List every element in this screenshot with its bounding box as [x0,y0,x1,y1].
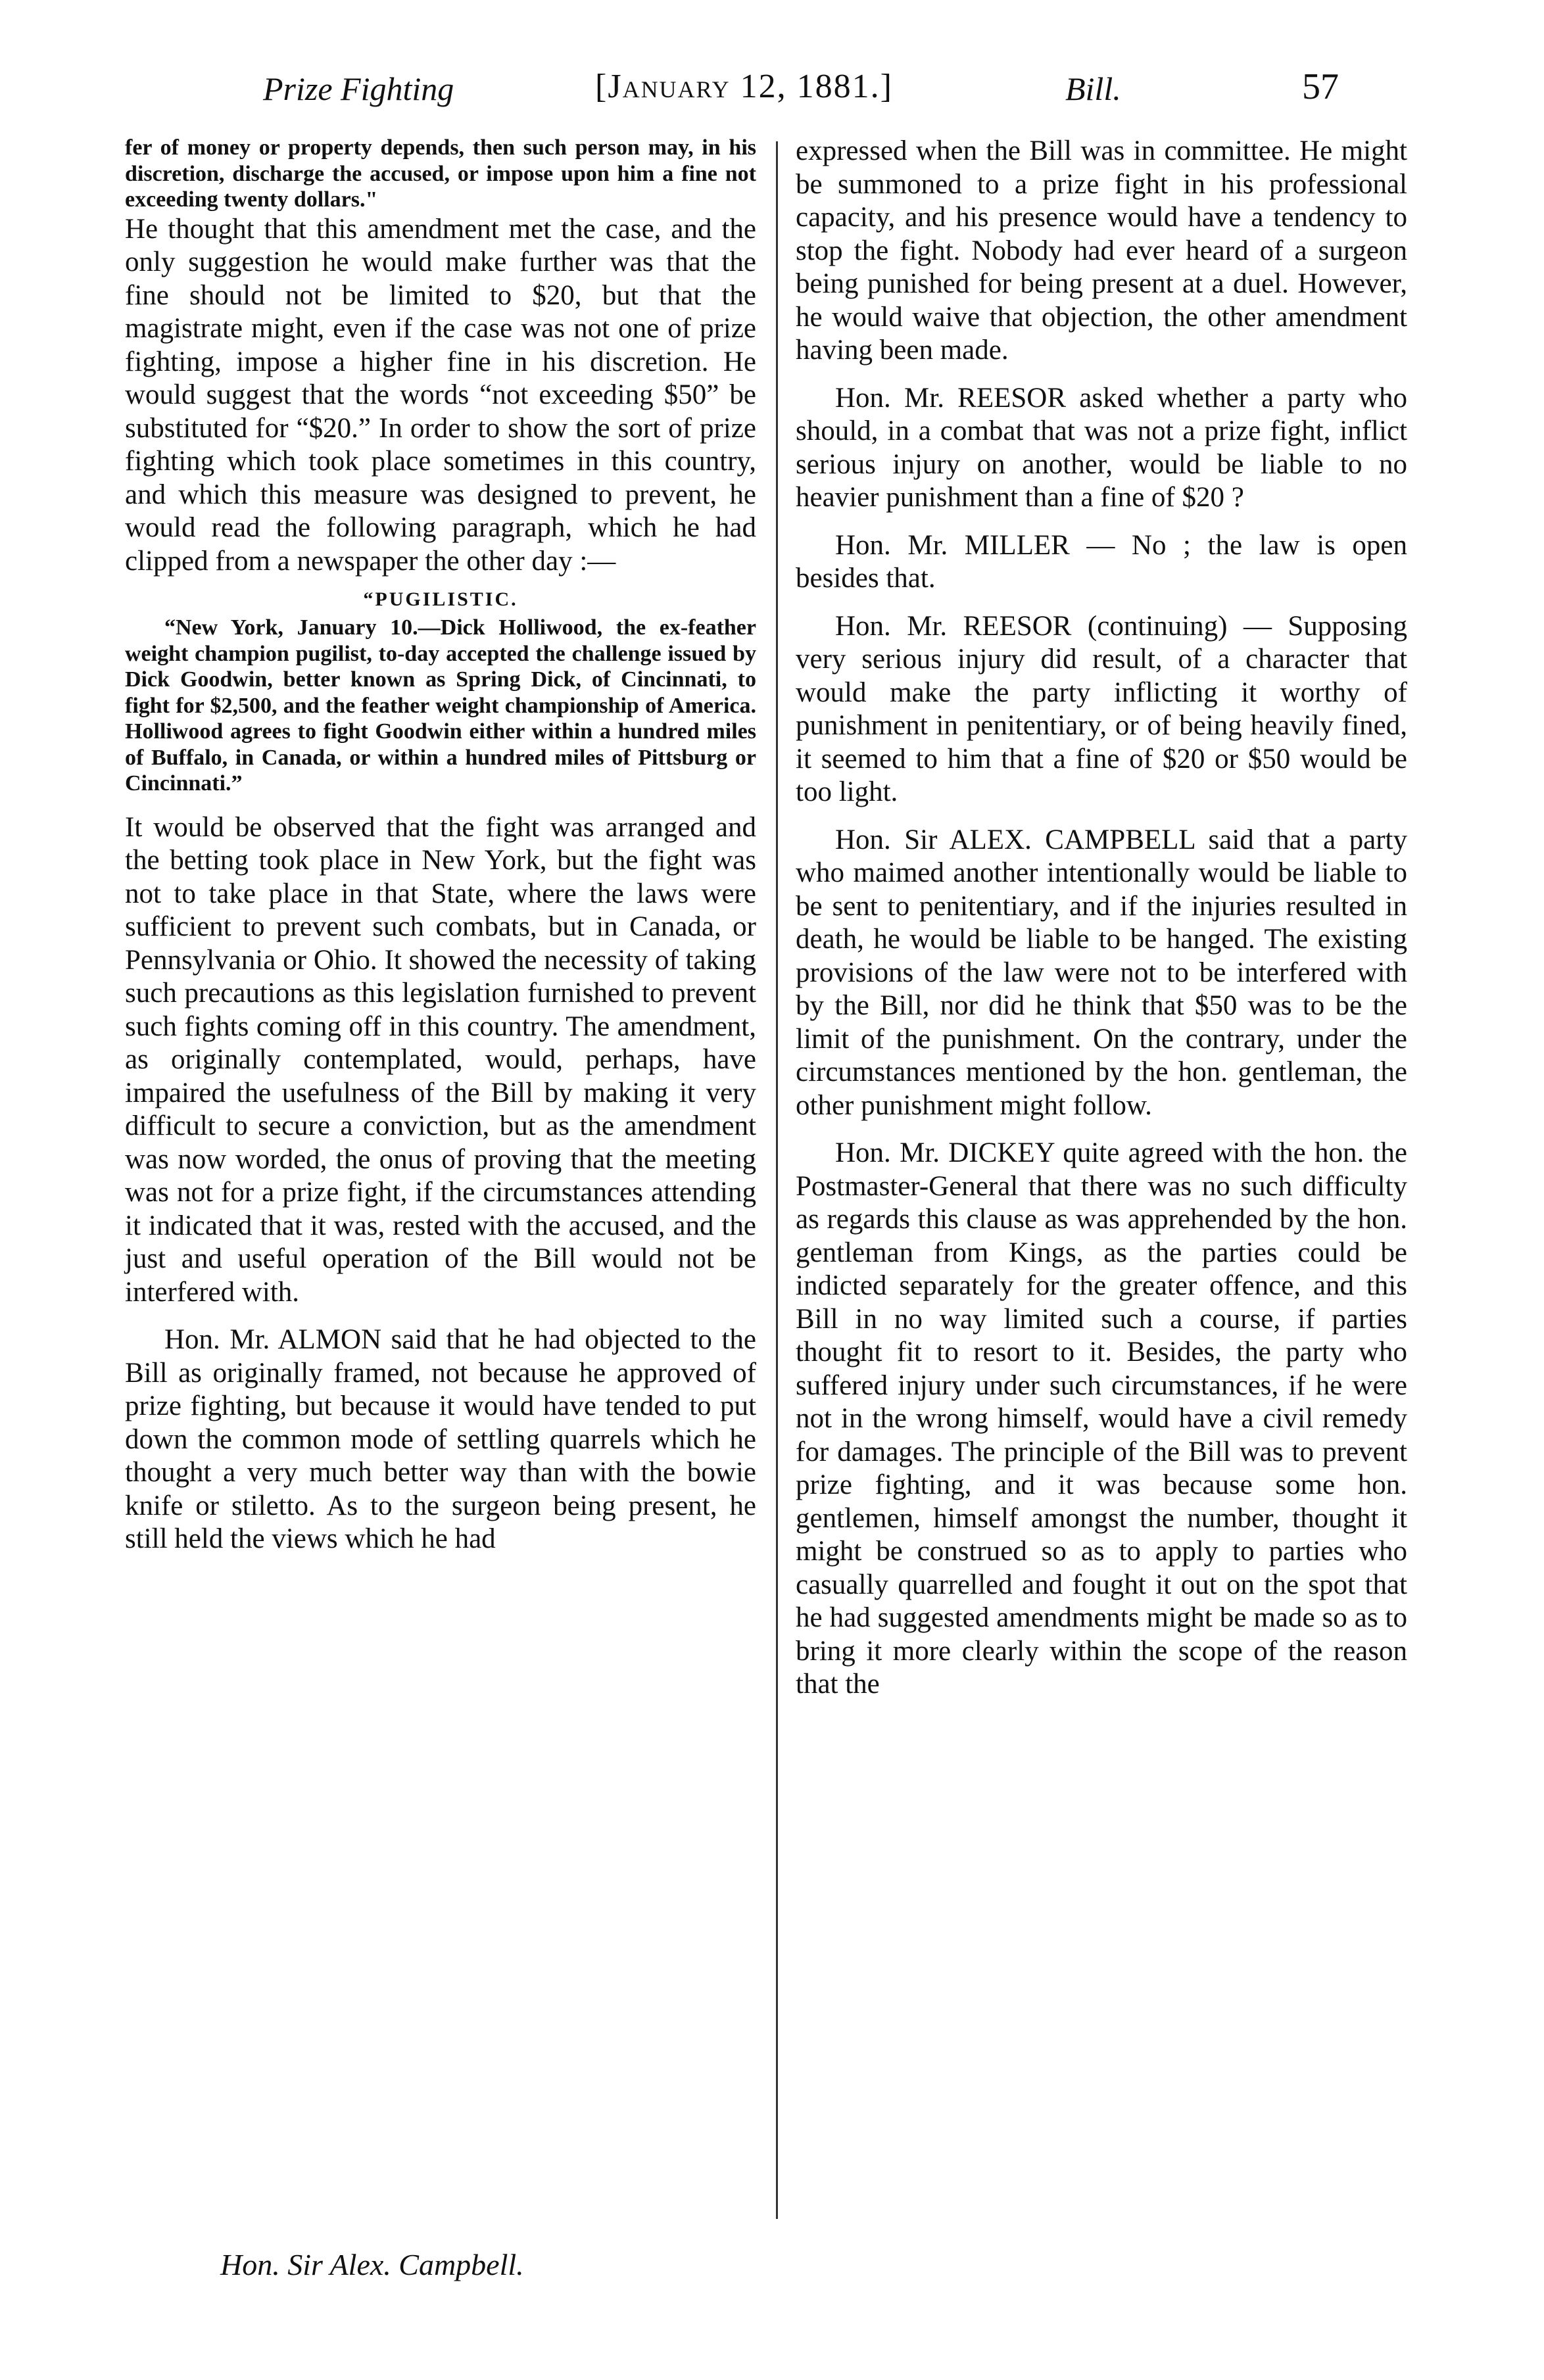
speech-paragraph-campbell: Hon. Sir ALEX. CAMPBELL said that a party who maimed another intentionally would be liable to be sent to penitentiary, and if the injuries resulted in death, he would be liable to be hanged. The existing provisions of the law were not to be interfered with by the Bill, nor did he think that $50 was to be the limit of the punishment. On the contrary, under the circumstances mentioned by the hon. gentleman, the other punishment might follow. [796,824,1407,1121]
header-subject: Bill. [1065,70,1121,107]
speech-paragraph: He thought that this amendment met the case, and the only suggestion he would make further was that the fine should not be limited to $20, but that the magistrate might, even if the case was not one of prize fighting, impose a higher fine in his discretion. He would suggest that the words “not exceeding $50” be substituted for “$20.” In order to show the sort of prize fighting which took place sometimes in this country, and which this measure was designed to prevent, he would read the following paragraph, which he had clipped from a newspaper the other day :— [125,213,756,577]
speech-paragraph: It would be observed that the fight was arranged and the betting took place in New York, but the fight was not to take place in that State, where the laws were sufficient to prevent such combats, but in Canada, or Pennsylvania or Ohio. It showed the necessity of taking such precautions as this legislation furnished to prevent such fights coming off in this country. The amendment, as originally contemplated, would, perhaps, have impaired the usefulness of the Bill by making it very difficult to secure a conviction, but as the amendment was now worded, the onus of proving that the meeting was not for a prize fight, if the circumstances attending it indicated that it was, rested with the accused, and the just and useful operation of the Bill would not be interfered with. [125,811,756,1308]
page-number: 57 [1302,66,1339,107]
header-date-rest: 12, 1881.] [730,68,893,105]
left-column [125,135,756,1556]
speech-paragraph-reesor-continuing: Hon. Mr. REESOR (continuing) — Supposing very serious injury did result, of a character that would make the party inflicting it worthy of punishment in penitentiary, or of being heavily fined, it seemed to him that a fine of $20 or $50 would be too light. [796,610,1407,807]
header-section-title: Prize Fighting [263,70,454,107]
speech-paragraph-dickey: Hon. Mr. DICKEY quite agreed with the hon. the Postmaster-General that there was no such difficulty as regards this clause as was apprehended by the hon. gentleman from Kings, as the parties could be indicted separately for the greater offence, and this Bill in no way limited such a course, if parties thought fit to resort to it. Besides, the party who suffered injury under such circumstances, if he were not in the wrong himself, would have a civil remedy for damages. The principle of the Bill was to prevent prize fighting, and it was because some hon. gentlemen, himself amongst the number, thought it might be construed so as to apply to parties who casually quarrelled and fought it out on the spot that he had suggested amendments might be made so as to bring it more clearly within the scope of the reason that the [796,1137,1407,1700]
amendment-quote-end: fer of money or property depends, then such person may, in his discretion, discharge the accused, or impose upon him a fine not exceeding twenty dollars." [125,135,756,212]
running-header [0,63,1544,129]
header-month: January [608,68,731,105]
speech-paragraph-almon: Hon. Mr. ALMON said that he had objected to the Bill as originally framed, not because he approved of prize fighting, but because it would have tended to put down the common mode of settling quarrels which he thought a very much better way than with the bowie knife or stiletto. As to the surgeon being present, he still held the views which he had [125,1324,756,1554]
catchword: Hon. Sir Alex. Campbell. [220,2248,524,2281]
column-divider [776,141,778,2219]
newspaper-clipping: “New York, January 10.—Dick Holliwood, the ex-feather weight champion pugilist, to-day accepted the challenge issued by Dick Goodwin, better known as Spring Dick, of Cincinnati, to fight for $2,500, and the feather weight championship of America. Holliwood agrees to fight Goodwin either within a hundred miles of Buffalo, in Canada, or within a hundred miles of Pittsburg or Cincinnati.” [125,615,756,796]
speech-paragraph-reesor: Hon. Mr. REESOR asked whether a party who should, in a combat that was not a prize fight, inflict serious injury on another, would be liable to no heavier punishment than a fine of $20 ? [796,382,1407,513]
speech-paragraph: expressed when the Bill was in committee. He might be summoned to a prize fight in his professional capacity, and his presence would have a tendency to stop the fight. Nobody had ever heard of a surgeon being punished for being present at a duel. However, he would waive that objection, the other amendment having been made. [796,135,1407,366]
clipping-heading: “PUGILISTIC. [363,588,518,610]
right-column [796,135,1407,1702]
speech-paragraph-miller: Hon. Mr. MILLER — No ; the law is open besides that. [796,529,1407,594]
header-bracket: [ [595,68,608,105]
header-date [595,67,893,106]
